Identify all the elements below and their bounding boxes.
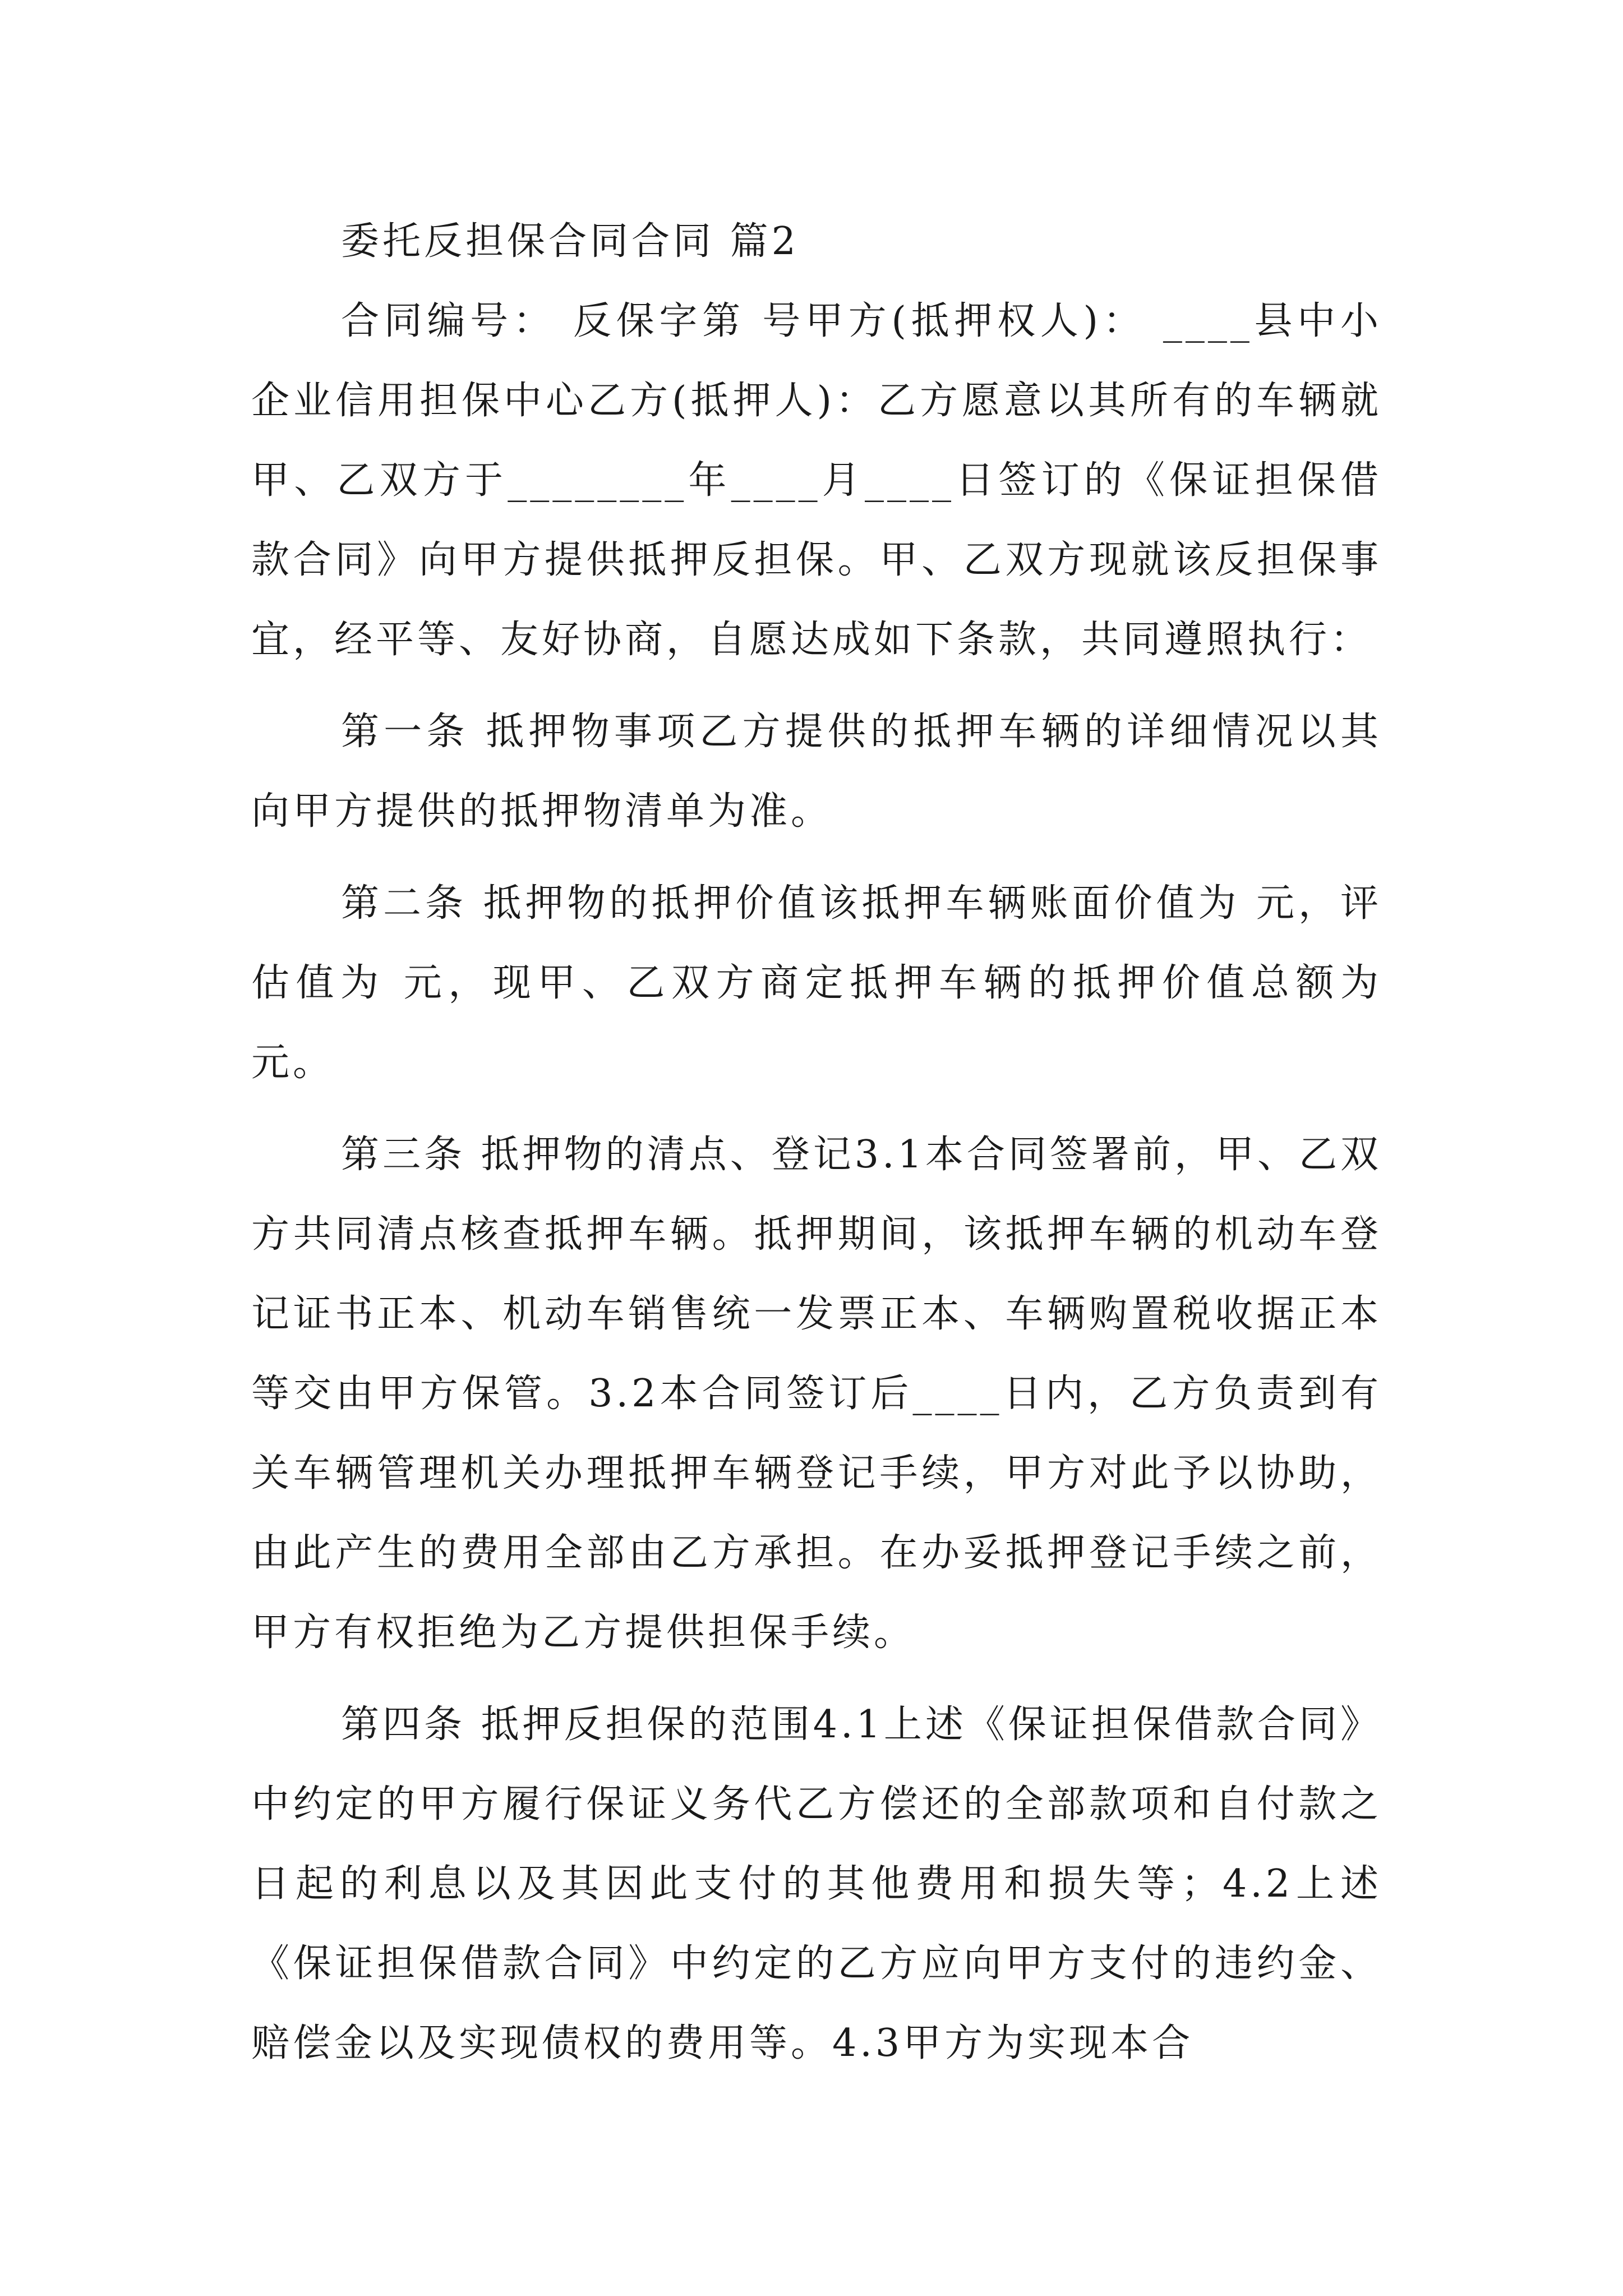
document-title: 委托反担保合同合同 篇2	[341, 219, 799, 264]
paragraph-article-3: 第三条 抵押物的清点、登记3.1本合同签署前，甲、乙双方共同清点核查抵押车辆。抵押期间，该抵押车辆的机动车登记证书正本、机动车销售统一发票正本、车辆购置税收据正本等交由甲方保管。3.2本合同签订后____日内，乙方负责到有关车辆管理机关办理抵押车辆登记手续，甲方对此予以协助，由此产生的费用全部由乙方承担。在办妥抵押登记手续之前，甲方有权拒绝为乙方提供担保手续。	[251, 1133, 1382, 1655]
document-body	[251, 202, 1382, 2096]
paragraph-article-4: 第四条 抵押反担保的范围4.1上述《保证担保借款合同》中约定的甲方履行保证义务代乙方偿还的全部款项和自付款之日起的利息以及其因此支付的其他费用和损失等；4.2上述《保证担保借款合同》中约定的乙方应向甲方支付的违约金、赔偿金以及实现债权的费用等。4.3甲方为实现本合	[251, 1703, 1382, 2065]
paragraph-article-2: 第二条 抵押物的抵押价值该抵押车辆账面价值为 元，评估值为 元，现甲、乙双方商定抵押车辆的抵押价值总额为 元。	[251, 881, 1382, 1085]
paragraph-article-1: 第一条 抵押物事项乙方提供的抵押车辆的详细情况以其向甲方提供的抵押物清单为准。	[251, 710, 1382, 834]
paragraph-contract-intro: 合同编号： 反保字第 号甲方(抵押权人)： ____县中小企业信用担保中心乙方(抵押人)：乙方愿意以其所有的车辆就甲、乙双方于________年____月____日签订的《保证担保借款合同》向甲方提供抵押反担保。甲、乙双方现就该反担保事宜，经平等、友好协商，自愿达成如下条款，共同遵照执行：	[251, 299, 1382, 662]
